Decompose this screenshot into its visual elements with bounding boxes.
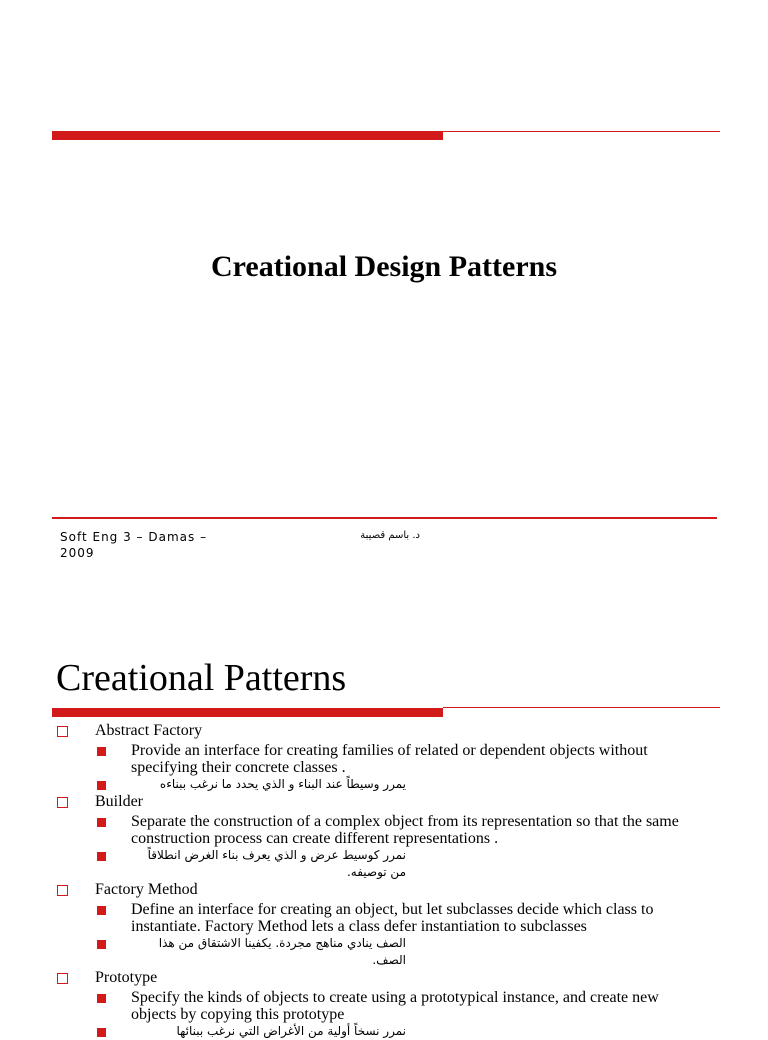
header-rule <box>443 131 720 132</box>
list-subitem <box>0 935 768 969</box>
pattern-name: Prototype <box>95 969 158 986</box>
pattern-arabic-note: الصف ينادي مناهج مجردة. يكفينا الاشتقاق من هذا الصف. <box>158 936 406 967</box>
list-subitem <box>0 1023 768 1040</box>
pattern-description: Separate the construction of a complex object from its representation so that the same construction process can create different representations . <box>131 813 679 847</box>
pattern-description: Define an interface for creating an object, but let subclasses decide which class to instantiate. Factory Method lets a class defer instantiation to subclasses <box>131 901 654 935</box>
list-subitem <box>0 776 768 793</box>
list-item <box>0 969 768 989</box>
heading-accent-bar <box>52 708 443 717</box>
pattern-description: Provide an interface for creating families of related or dependent objects without specifying their concrete classes . <box>131 742 648 776</box>
footer-rule <box>52 517 717 519</box>
list-subitem <box>0 813 768 847</box>
filled-square-bullet-icon <box>97 940 106 949</box>
list-subitem <box>0 989 768 1023</box>
slide-title: Creational Design Patterns <box>210 250 558 283</box>
hollow-square-bullet-icon <box>57 726 68 737</box>
filled-square-bullet-icon <box>97 781 106 790</box>
pattern-name: Abstract Factory <box>95 722 203 739</box>
pattern-arabic-note: يمرر وسيطاً عند البناء و الذي يحدد ما نرغب ببناءه <box>159 777 406 791</box>
list-subitem <box>0 847 768 881</box>
pattern-arabic-note: نمرر كوسيط عرض و الذي يعرف بناء الغرض انطلاقاً من توصيفه. <box>147 848 406 879</box>
list-item <box>0 722 768 742</box>
filled-square-bullet-icon <box>97 994 106 1003</box>
filled-square-bullet-icon <box>97 747 106 756</box>
list-subitem <box>0 901 768 935</box>
heading-rule <box>443 707 720 708</box>
filled-square-bullet-icon <box>97 818 106 827</box>
pattern-description: Specify the kinds of objects to create using a prototypical instance, and create new objects by copying this prototype <box>131 989 659 1023</box>
content-slide <box>0 600 768 1038</box>
list-item <box>0 793 768 813</box>
footer-author: د. باسم قصيبة <box>360 530 420 541</box>
pattern-name: Builder <box>95 793 143 810</box>
filled-square-bullet-icon <box>97 1028 106 1037</box>
filled-square-bullet-icon <box>97 906 106 915</box>
pattern-list <box>0 722 768 1040</box>
slide-heading: Creational Patterns <box>56 657 347 699</box>
pattern-arabic-note: نمرر نسخاً أولية من الأغراض التي نرغب ببنائها <box>176 1024 406 1038</box>
hollow-square-bullet-icon <box>57 973 68 984</box>
list-item <box>0 881 768 901</box>
footer-course: Soft Eng 3 – Damas – 2009 <box>60 530 208 560</box>
hollow-square-bullet-icon <box>57 797 68 808</box>
list-subitem <box>0 742 768 776</box>
header-accent-bar <box>52 131 443 140</box>
filled-square-bullet-icon <box>97 852 106 861</box>
pattern-name: Factory Method <box>95 881 198 898</box>
hollow-square-bullet-icon <box>57 885 68 896</box>
